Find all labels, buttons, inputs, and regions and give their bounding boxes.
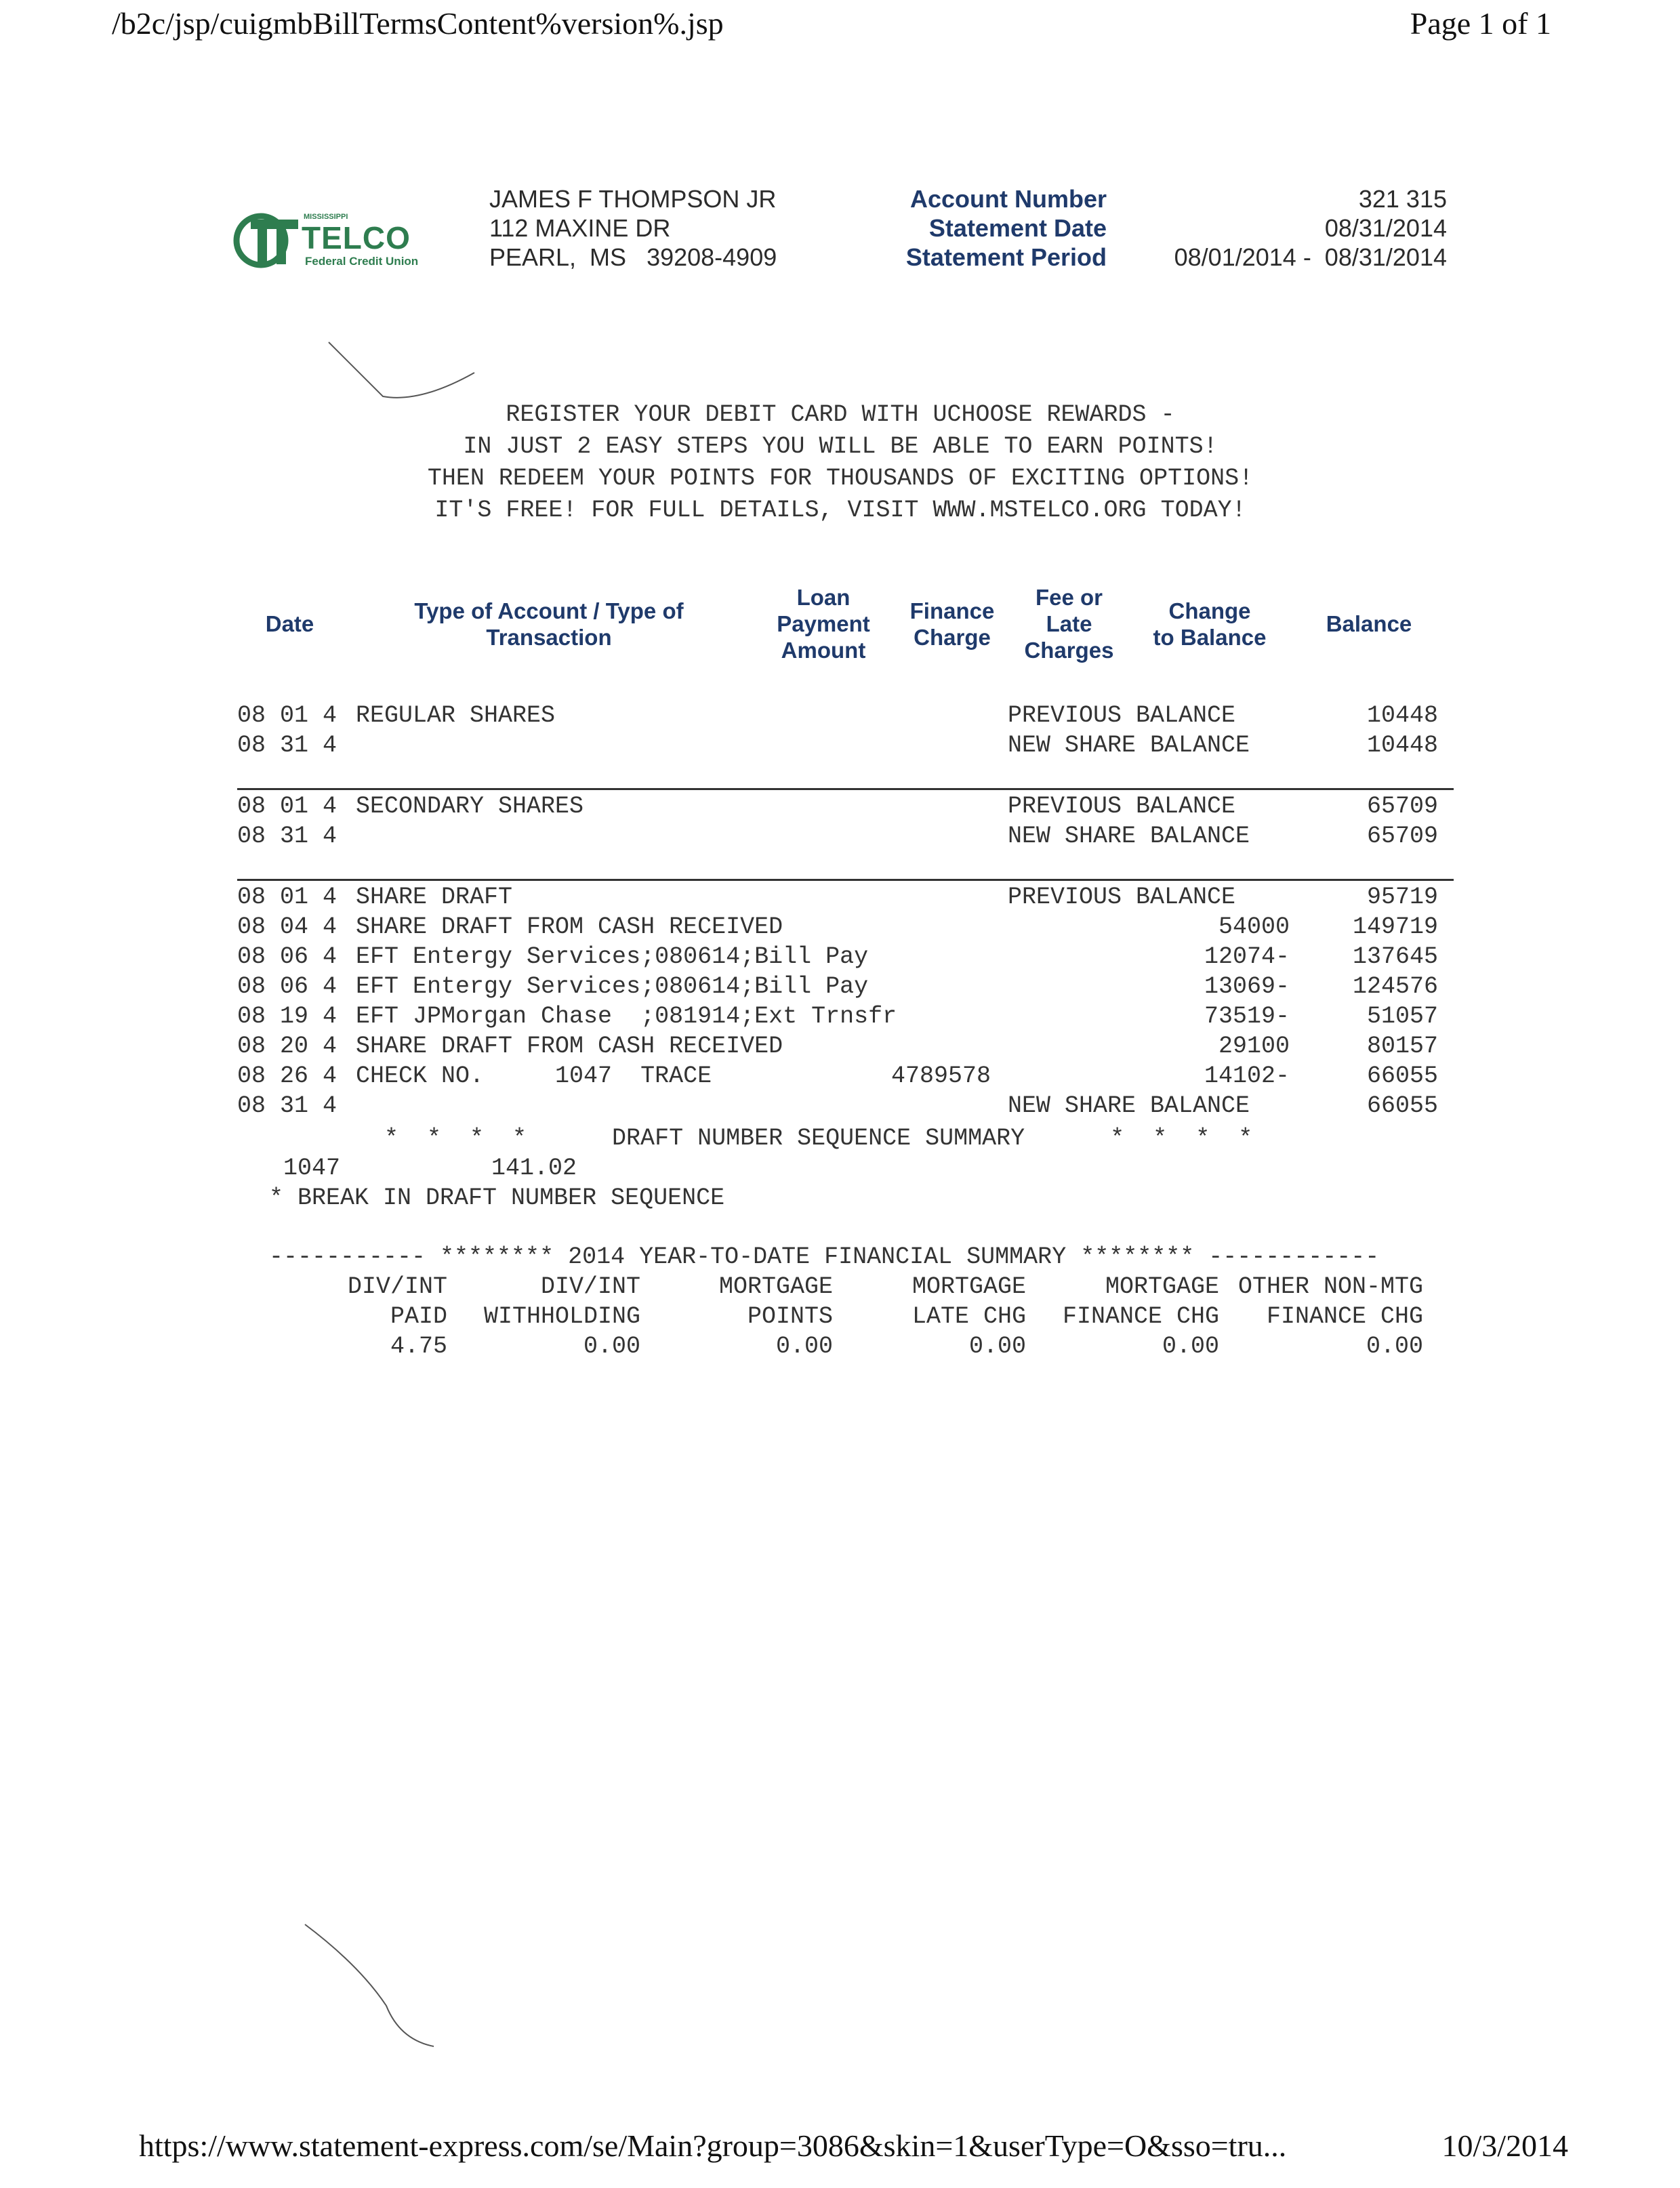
txn-desc: EFT Entergy Services;080614;Bill Pay (356, 943, 869, 970)
ytd-label: FINANCE CHG (1062, 1303, 1219, 1330)
txn-date: 08 31 4 (237, 1092, 337, 1119)
txn-date: 08 20 4 (237, 1033, 337, 1060)
txn-balance: 10448 (1366, 702, 1438, 729)
txn-date: 08 26 4 (237, 1062, 337, 1090)
txn-desc: SECONDARY SHARES (356, 793, 584, 820)
txn-date: 08 06 4 (237, 973, 337, 1000)
ytd-value: 0.00 (1366, 1333, 1423, 1360)
statement-date: 08/31/2014 (1324, 214, 1447, 242)
section-divider (237, 788, 1454, 790)
txn-change: 73519- (1204, 1003, 1290, 1030)
txn-desc: CHECK NO. 1047 TRACE (356, 1062, 712, 1090)
print-footer-date: 10/3/2014 (1441, 2128, 1568, 2163)
ytd-title: ----------- ******** 2014 YEAR-TO-DATE FINANCIAL SUMMARY ******** ------------ (269, 1243, 1380, 1271)
print-header-path: /b2c/jsp/cuigmbBillTermsContent%version%.jsp (112, 6, 724, 41)
txn-date: 08 04 4 (237, 913, 337, 941)
logo-name: TELCO (302, 220, 411, 255)
txn-note: NEW SHARE BALANCE (1008, 732, 1250, 759)
ytd-label: MORTGAGE (718, 1273, 833, 1300)
telco-logo (230, 210, 447, 271)
col-finance-charge: Finance Charge (909, 598, 995, 650)
statement-period-label: Statement Period (905, 243, 1107, 271)
ytd-label: FINANCE CHG (1266, 1303, 1423, 1330)
txn-desc: EFT Entergy Services;080614;Bill Pay (356, 973, 869, 1000)
txn-change: 14102- (1204, 1062, 1290, 1090)
promo-line: THEN REDEEM YOUR POINTS FOR THOUSANDS OF EXCITING OPTIONS! (427, 465, 1254, 492)
logo-sub: Federal Credit Union (305, 255, 419, 268)
txn-balance: 95719 (1366, 884, 1438, 911)
promo-line: IT'S FREE! FOR FULL DETAILS, VISIT WWW.MSTELCO.ORG TODAY! (434, 497, 1246, 524)
section-divider (237, 879, 1454, 881)
ytd-label: POINTS (747, 1303, 833, 1330)
promo-line: REGISTER YOUR DEBIT CARD WITH UCHOOSE REWARDS - (506, 401, 1175, 428)
txn-note: PREVIOUS BALANCE (1008, 884, 1236, 911)
ytd-label: OTHER NON-MTG (1237, 1273, 1423, 1300)
txn-note: NEW SHARE BALANCE (1008, 823, 1250, 850)
col-change-balance: Change to Balance (1153, 598, 1267, 650)
statement-date-label: Statement Date (928, 214, 1107, 242)
txn-date: 08 31 4 (237, 823, 337, 850)
txn-balance: 80157 (1366, 1033, 1438, 1060)
txn-change: 13069- (1204, 973, 1290, 1000)
txn-date: 08 01 4 (237, 702, 337, 729)
col-loan-payment: Loan Payment Amount (777, 585, 870, 663)
txn-change: 12074- (1204, 943, 1290, 970)
txn-note: PREVIOUS BALANCE (1008, 793, 1236, 820)
draft-break-note: * BREAK IN DRAFT NUMBER SEQUENCE (269, 1184, 725, 1212)
txn-date: 08 01 4 (237, 884, 337, 911)
member-name: JAMES F THOMPSON JR (489, 185, 777, 213)
ytd-value: 0.00 (775, 1333, 833, 1360)
txn-desc: SHARE DRAFT (356, 884, 513, 911)
txn-balance: 124576 (1352, 973, 1438, 1000)
ytd-label: WITHHOLDING (483, 1303, 640, 1330)
col-date: Date (265, 611, 314, 636)
statement-period: 08/01/2014 - 08/31/2014 (1174, 243, 1447, 271)
txn-balance: 65709 (1366, 823, 1438, 850)
print-header-page: Page 1 of 1 (1410, 6, 1551, 41)
txn-change: 29100 (1218, 1033, 1290, 1060)
draft-summary-title: * * * * DRAFT NUMBER SEQUENCE SUMMARY * * * * (384, 1125, 1253, 1152)
scan-mark (319, 332, 495, 407)
member-city: PEARL, MS 39208-4909 (489, 243, 777, 271)
txn-desc: REGULAR SHARES (356, 702, 556, 729)
ytd-label: DIV/INT (347, 1273, 447, 1300)
txn-change: 54000 (1218, 913, 1290, 941)
txn-desc: SHARE DRAFT FROM CASH RECEIVED (356, 1033, 783, 1060)
col-type: Type of Account / Type of Transaction (414, 598, 684, 650)
ytd-value: 0.00 (583, 1333, 640, 1360)
txn-desc: EFT JPMorgan Chase ;081914;Ext Trnsfr (356, 1003, 897, 1030)
txn-balance: 51057 (1366, 1003, 1438, 1030)
print-footer-url[interactable]: https://www.statement-express.com/se/Main?group=3086&skin=1&userType=O&sso=tru... (139, 2128, 1287, 2163)
txn-note: PREVIOUS BALANCE (1008, 702, 1236, 729)
ytd-label: DIV/INT (540, 1273, 640, 1300)
promo-message (163, 400, 1518, 525)
txn-date: 08 06 4 (237, 943, 337, 970)
ytd-value: 4.75 (390, 1333, 447, 1360)
txn-note: NEW SHARE BALANCE (1008, 1092, 1250, 1119)
txn-desc: SHARE DRAFT FROM CASH RECEIVED (356, 913, 783, 941)
ytd-label: MORTGAGE (1105, 1273, 1219, 1300)
telco-logo-icon (230, 210, 312, 271)
ytd-value: 0.00 (1162, 1333, 1219, 1360)
col-balance: Balance (1326, 611, 1412, 636)
txn-ref: 4789578 (891, 1062, 991, 1090)
txn-balance: 66055 (1366, 1062, 1438, 1090)
logo-top-text: MISSISSIPPI (304, 213, 348, 221)
txn-balance: 65709 (1366, 793, 1438, 820)
txn-date: 08 01 4 (237, 793, 337, 820)
txn-date: 08 19 4 (237, 1003, 337, 1030)
draft-check-amount: 141.02 (491, 1155, 577, 1182)
txn-balance: 66055 (1366, 1092, 1438, 1119)
account-number: 321 315 (1358, 185, 1447, 213)
ytd-label: LATE CHG (911, 1303, 1026, 1330)
ytd-label: MORTGAGE (911, 1273, 1026, 1300)
account-number-label: Account Number (909, 185, 1107, 213)
txn-balance: 10448 (1366, 732, 1438, 759)
txn-balance: 149719 (1352, 913, 1438, 941)
promo-line: IN JUST 2 EASY STEPS YOU WILL BE ABLE TO EARN POINTS! (463, 433, 1218, 460)
scan-mark (298, 1911, 447, 2053)
member-street: 112 MAXINE DR (489, 214, 671, 242)
draft-check-number: 1047 (283, 1155, 341, 1182)
ytd-label: PAID (390, 1303, 447, 1330)
ytd-value: 0.00 (968, 1333, 1026, 1360)
txn-date: 08 31 4 (237, 732, 337, 759)
txn-balance: 137645 (1352, 943, 1438, 970)
col-fee-late: Fee or Late Charges (1024, 585, 1114, 663)
